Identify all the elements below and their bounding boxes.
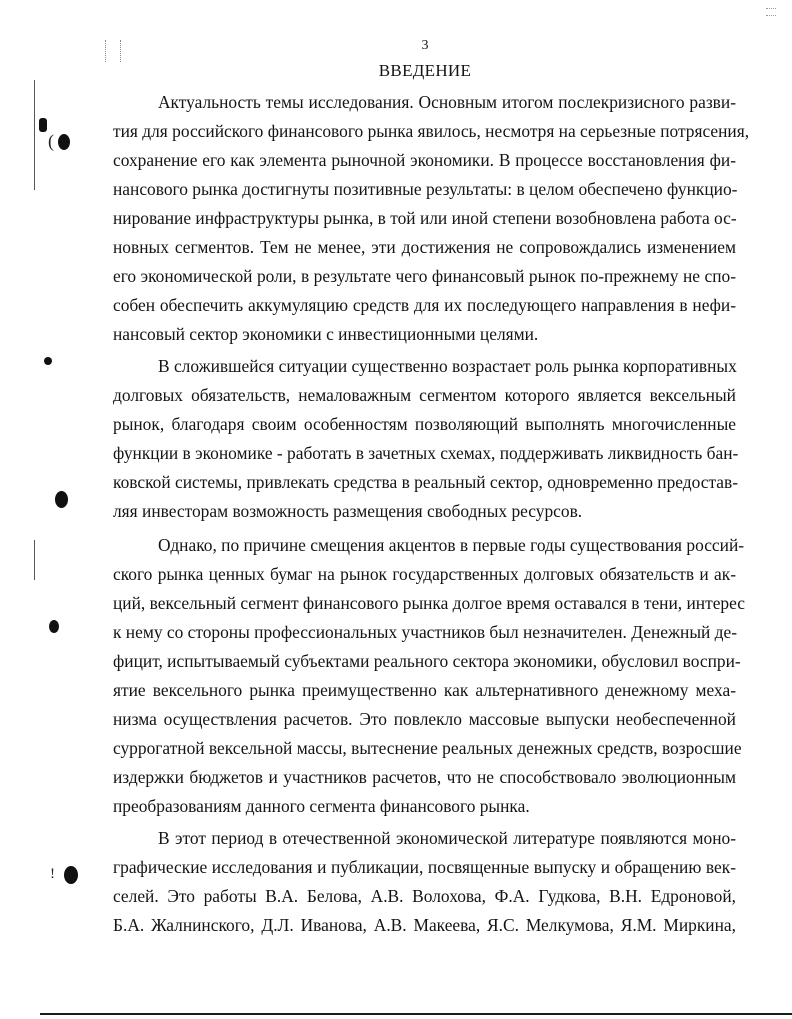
- scan-artifact: [766, 8, 776, 16]
- punch-hole-mark: [44, 357, 52, 365]
- text-line: фицит, испытываемый субъектами реального сектора экономики, обусловил воспри-: [113, 651, 741, 671]
- text-line: преобразованиям данного сегмента финансового рынка.: [113, 796, 530, 816]
- text-line: функции в экономике - работать в зачетных схемах, поддерживать ликвидность бан-: [113, 443, 739, 463]
- text-line: низма осуществления расчетов. Это повлекло массовые выпуски необеспеченной: [113, 709, 736, 729]
- text-line: рынок, благодаря своим особенностям позволяющий выполнять многочисленные: [113, 414, 736, 434]
- text-line: В сложившейся ситуации существенно возрастает роль рынка корпоративных: [158, 356, 737, 376]
- punch-hole-mark: [58, 134, 70, 150]
- text-line: Актуальность темы исследования. Основным итогом послекризисного разви-: [158, 92, 736, 112]
- text-line: ского рынка ценных бумаг на рынок государственных долговых обязательств и ак-: [113, 564, 736, 584]
- text-line: Б.А. Жалнинского, Д.Л. Иванова, А.В. Макеева, Я.С. Мелкумова, Я.М. Миркина,: [113, 915, 736, 935]
- text-line: селей. Это работы В.А. Белова, А.В. Волохова, Ф.А. Гудкова, В.Н. Едроновой,: [113, 886, 736, 906]
- text-line: В этот период в отечественной экономической литературе появляются моно-: [158, 828, 736, 848]
- text-line: ляя инвесторам возможность размещения свободных ресурсов.: [113, 501, 583, 521]
- punch-hole-mark: [55, 491, 68, 508]
- punch-hole-mark: [49, 620, 59, 633]
- text-line: суррогатной вексельной массы, вытеснение реальных денежных средств, возросшие: [113, 738, 742, 758]
- text-line: сохранение его как элемента рыночной экономики. В процессе восстановления фи-: [113, 150, 736, 170]
- scan-edge-line: [40, 1013, 792, 1015]
- text-line: нансового рынка достигнуты позитивные результаты: в целом обеспечено функцио-: [113, 179, 738, 199]
- text-line: долговых обязательств, немаловажным сегментом которого является вексельный: [113, 385, 736, 405]
- text-line: ковской системы, привлекать средства в реальный сектор, одновременно предостав-: [113, 472, 738, 492]
- text-line: собен обеспечить аккумуляцию средств для их последующего направления в нефи-: [113, 295, 736, 315]
- text-line: новных сегментов. Тем не менее, эти достижения не сопровождались изменением: [113, 237, 736, 257]
- punch-hole-mark: (: [48, 131, 54, 151]
- text-line: графические исследования и публикации, посвященные выпуску и обращению век-: [113, 857, 736, 877]
- text-line: к нему со стороны профессиональных участников был незначителен. Денежный де-: [113, 622, 738, 642]
- text-line: нирование инфраструктуры рынка, в той или иной степени возобновлена работа ос-: [113, 208, 737, 228]
- punch-hole-mark: !: [50, 866, 55, 882]
- punch-hole-mark: [39, 118, 47, 132]
- punch-hole-mark: [64, 866, 78, 884]
- scan-edge-line: [34, 80, 35, 190]
- text-line: его экономической роли, в результате чего финансовый рынок по-прежнему не спо-: [113, 266, 736, 286]
- scan-edge-line: [34, 540, 35, 580]
- text-line: издержки бюджетов и участников расчетов, что не способствовало эволюционным: [113, 767, 736, 787]
- page-title: ВВЕДЕНИЕ: [378, 61, 472, 80]
- page-number: 3: [421, 38, 429, 53]
- scan-artifact: [105, 40, 121, 62]
- text-line: ций, вексельный сегмент финансового рынка долгое время оставался в тени, интерес: [113, 593, 745, 613]
- text-line: Однако, по причине смещения акцентов в первые годы существования россий-: [158, 535, 745, 555]
- text-line: нансовый сектор экономики с инвестиционными целями.: [113, 324, 539, 344]
- text-line: тия для российского финансового рынка явилось, несмотря на серьезные потрясения,: [113, 121, 750, 141]
- text-line: ятие вексельного рынка преимущественно как альтернативного денежному меха-: [113, 680, 736, 700]
